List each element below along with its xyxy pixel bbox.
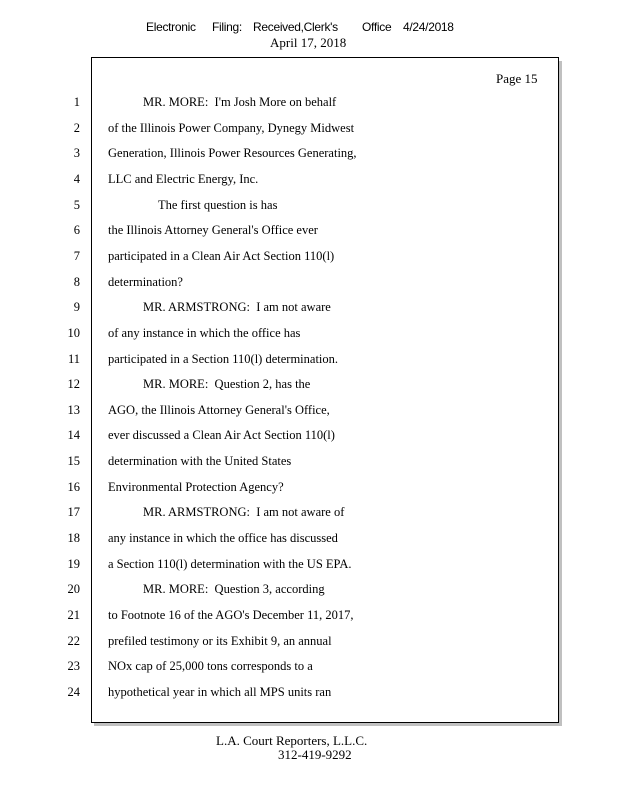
transcript-line: any instance in which the office has discussed	[108, 531, 338, 546]
transcript-date: April 17, 2018	[270, 35, 347, 50]
line-number: 10	[67, 325, 80, 340]
transcript-line: of any instance in which the office has	[108, 325, 301, 340]
line-number: 5	[73, 197, 80, 212]
transcript-line: Environmental Protection Agency?	[108, 479, 284, 494]
transcript-line: ever discussed a Clean Air Act Section 110(l)	[108, 428, 335, 443]
stamp-date: 4/24/2018	[403, 20, 454, 34]
line-number: 17	[67, 505, 80, 520]
line-number: 6	[73, 223, 80, 238]
line-number: 24	[67, 684, 80, 699]
line-number: 20	[67, 582, 80, 597]
line-number: 12	[67, 377, 80, 392]
transcript-line: to Footnote 16 of the AGO's December 11, 2017,	[108, 608, 354, 622]
line-number: 7	[73, 248, 80, 263]
transcript-line: LLC and Electric Energy, Inc.	[108, 171, 259, 186]
transcript-line: determination with the United States	[108, 454, 292, 469]
stamp-word: Office	[362, 20, 392, 34]
transcript-line: MR. ARMSTRONG: I am not aware	[143, 300, 331, 315]
page-number: Page 15	[496, 71, 538, 86]
line-number: 1	[73, 95, 80, 109]
line-number: 22	[67, 633, 80, 648]
line-number: 14	[67, 428, 80, 443]
line-number: 21	[67, 608, 80, 622]
transcript-line: Generation, Illinois Power Resources Generating,	[108, 146, 357, 161]
transcript-line: participated in a Section 110(l) determination.	[108, 351, 339, 366]
transcript-line: MR. ARMSTRONG: I am not aware of	[143, 505, 345, 520]
footer-phone: 312-419-9292	[278, 747, 352, 762]
stamp-word: Filing:	[212, 20, 242, 34]
line-number: 15	[67, 454, 80, 469]
footer-company: L.A. Court Reporters, L.L.C.	[216, 733, 368, 748]
transcript-line: MR. MORE: I'm Josh More on behalf	[143, 95, 337, 109]
transcript-line: determination?	[108, 274, 183, 289]
line-number: 13	[67, 402, 80, 417]
transcript-line: MR. MORE: Question 3, according	[143, 582, 325, 597]
transcript-line: The first question is has	[158, 197, 278, 212]
line-number: 11	[67, 351, 80, 366]
line-number: 23	[67, 659, 80, 674]
line-number: 3	[73, 146, 80, 161]
line-number: 9	[73, 300, 80, 315]
line-number: 18	[67, 531, 80, 546]
line-number: 4	[73, 171, 80, 186]
transcript-line: MR. MORE: Question 2, has the	[143, 377, 311, 392]
transcript-line: of the Illinois Power Company, Dynegy Midwest	[108, 120, 355, 135]
line-number: 2	[73, 120, 80, 135]
line-number: 19	[67, 556, 80, 571]
transcript-line: the Illinois Attorney General's Office ever	[108, 223, 318, 238]
transcript-line: AGO, the Illinois Attorney General's Office,	[108, 402, 330, 417]
stamp-word: Received,Clerk's	[253, 20, 338, 34]
transcript-line: NOx cap of 25,000 tons corresponds to a	[108, 659, 313, 674]
line-number: 16	[67, 479, 80, 494]
stamp-word: Electronic	[146, 20, 196, 34]
transcript-line: participated in a Clean Air Act Section 110(l)	[108, 248, 335, 263]
transcript-line: prefiled testimony or its Exhibit 9, an annual	[108, 633, 332, 648]
transcript-line: a Section 110(l) determination with the US EPA.	[108, 556, 352, 571]
transcript-line: hypothetical year in which all MPS units ran	[108, 684, 332, 699]
line-number: 8	[73, 274, 80, 289]
